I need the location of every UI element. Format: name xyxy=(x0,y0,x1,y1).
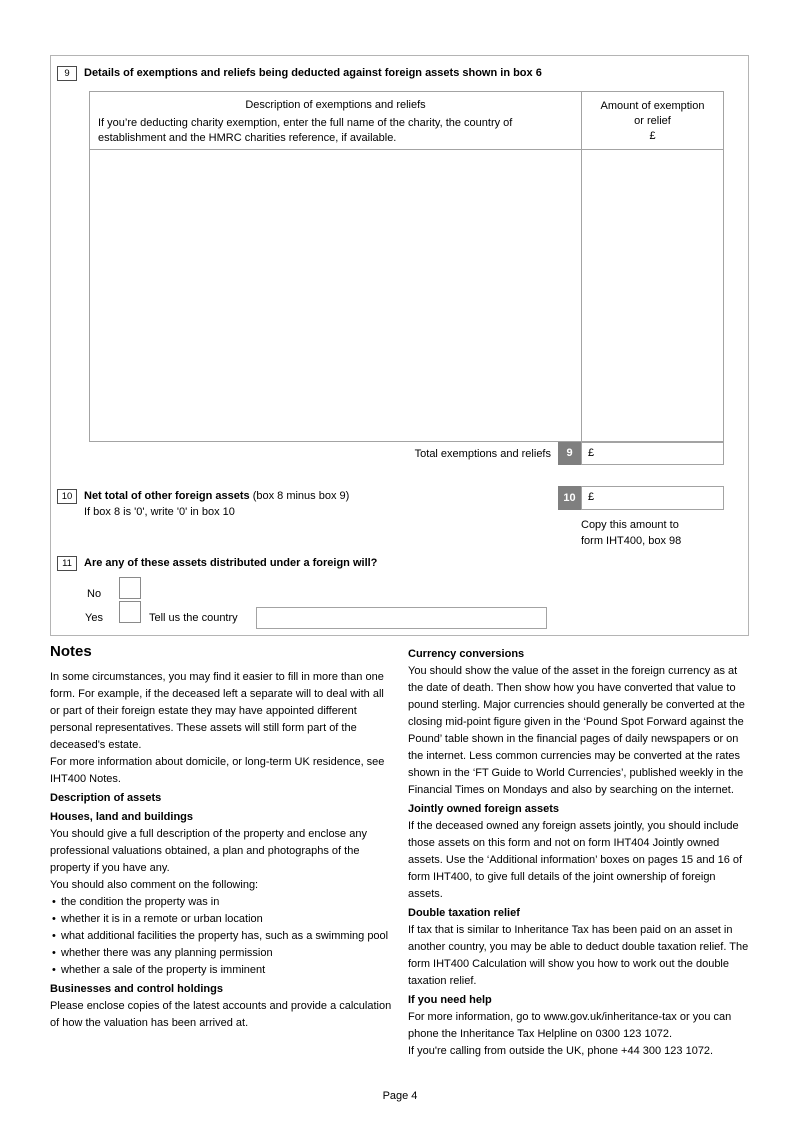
notes-heading-businesses: Businesses and control holdings xyxy=(50,983,223,995)
notes-paragraph-currency: You should show the value of the asset in the foreign currency as at the date of death. Then show how you have converted that value to pound sterling. Major currencies should generally be converted at the closing mid-point figure given in the ‘Pound Spot Forward against the Pound’ table shown in the financial pages of daily newspapers or on the internet. Less common currencies may be converted at the rates shown in the ‘FT Guide to World Currencies’, published weekly in the Financial Times on Mondays and also by searching on the internet. xyxy=(408,665,745,796)
question-9-label: Details of exemptions and reliefs being deducted against foreign assets shown in box 6 xyxy=(84,67,542,79)
notes-heading-jointly-owned: Jointly owned foreign assets xyxy=(408,803,559,815)
notes-bullet-location: • whether it is in a remote or urban location xyxy=(50,911,394,928)
amount-header-cell xyxy=(581,92,723,149)
notes-heading-double-taxation: Double taxation relief xyxy=(408,907,520,919)
notes-bullet-sale-imminent: • whether a sale of the property is imminent xyxy=(50,962,394,979)
question-11-number-box: 11 xyxy=(57,556,77,571)
notes-paragraph-multiple-forms: In some circumstances, you may find it easier to fill in more than one form. For example, if the deceased left a separate will to deal with all or part of their foreign estate they may have appointed different personal representatives. These assets will still form part of the deceased's estate. xyxy=(50,671,384,751)
total-exemptions-label: Total exemptions and reliefs xyxy=(414,448,551,460)
total-exemptions-box-number: 9 xyxy=(558,442,581,465)
notes-paragraph-jointly-owned: If the deceased owned any foreign assets jointly, you should include those assets on this form and not on form IHT404 Jointly owned assets. Use the ‘Additional information’ boxes on pages 15 and 16 of form IHT400, to give full details of the joint ownership of foreign assets. xyxy=(408,820,743,900)
amount-header-pound-sign: £ xyxy=(649,130,656,142)
notes-bullet-facilities: • what additional facilities the property has, such as a swimming pool xyxy=(50,928,394,945)
description-entry-area[interactable] xyxy=(90,150,581,441)
copy-amount-note xyxy=(581,517,681,549)
exemptions-table xyxy=(89,91,724,442)
question-9-number-box: 9 xyxy=(57,66,77,81)
yes-label: Yes xyxy=(85,612,103,624)
description-column-title: Description of exemptions and reliefs xyxy=(245,99,426,111)
net-total-amount-field[interactable] xyxy=(581,486,724,510)
notes-paragraph-double-taxation: If tax that is similar to Inheritance Tax has been paid on an asset in another country, you may be able to deduct double taxation relief. The form IHT400 Calculation will show you how to work out the double taxation relief. xyxy=(408,924,749,987)
net-total-box-number: 10 xyxy=(558,486,581,510)
page-number: Page 4 xyxy=(382,1090,418,1102)
notes-paragraph-comment-intro: You should also comment on the following: xyxy=(50,879,259,891)
notes-title: Notes xyxy=(50,643,92,660)
country-label: Tell us the country xyxy=(149,612,238,624)
exemptions-table-header xyxy=(90,92,723,150)
notes-heading-description-of-assets: Description of assets xyxy=(50,792,162,804)
foreign-assets-form-section xyxy=(50,55,749,636)
notes-right-column xyxy=(408,646,752,1060)
amount-header-line1: Amount of exemption xyxy=(600,100,705,112)
notes-heading-houses-land-buildings: Houses, land and buildings xyxy=(50,811,194,823)
notes-heading-currency-conversions: Currency conversions xyxy=(408,648,525,660)
amount-entry-area[interactable] xyxy=(581,150,723,441)
notes-bullet-condition: • the condition the property was in xyxy=(50,894,394,911)
no-checkbox[interactable] xyxy=(119,577,141,599)
question-11-label: Are any of these assets distributed under a foreign will? xyxy=(84,557,378,569)
notes-bullet-planning-permission: • whether there was any planning permission xyxy=(50,945,394,962)
yes-checkbox[interactable] xyxy=(119,601,141,623)
pound-sign: £ xyxy=(588,447,595,459)
notes-heading-help: If you need help xyxy=(408,994,492,1006)
copy-amount-note-line2: form IHT400, box 98 xyxy=(581,535,682,547)
question-10-label xyxy=(84,490,349,502)
amount-header-line2: or relief xyxy=(634,115,671,127)
copy-amount-note-line1: Copy this amount to xyxy=(581,519,679,531)
notes-paragraph-property-description: You should give a full description of the property and enclose any professional valuations obtained, a plan and photographs of the property if you have any. xyxy=(50,828,367,874)
no-label: No xyxy=(87,588,102,600)
description-header-cell xyxy=(90,92,581,149)
notes-paragraph-outside-uk: If you're calling from outside the UK, phone +44 300 123 1072. xyxy=(408,1045,714,1057)
question-10-sub-label: If box 8 is '0', write '0' in box 10 xyxy=(84,506,235,518)
notes-left-column xyxy=(50,669,394,1032)
country-input[interactable] xyxy=(256,607,547,629)
description-column-note: If you’re deducting charity exemption, enter the full name of the charity, the country of establishment and the HMRC charities reference, if available. xyxy=(98,117,513,144)
notes-paragraph-help: For more information, go to www.gov.uk/inheritance-tax or you can phone the Inheritance Tax Helpline on 0300 123 1072. xyxy=(408,1011,732,1040)
pound-sign: £ xyxy=(588,491,595,503)
question-10-number-box: 10 xyxy=(57,489,77,504)
question-10-label-bold: Net total of other foreign assets xyxy=(84,490,250,502)
question-10-label-rest: (box 8 minus box 9) xyxy=(249,490,350,502)
exemptions-table-body xyxy=(90,150,723,441)
total-exemptions-amount-field[interactable] xyxy=(581,442,724,465)
notes-paragraph-domicile: For more information about domicile, or long-term UK residence, see IHT400 Notes. xyxy=(50,756,385,785)
notes-paragraph-businesses: Please enclose copies of the latest accounts and provide a calculation of how the valuation has been arrived at. xyxy=(50,1000,392,1029)
